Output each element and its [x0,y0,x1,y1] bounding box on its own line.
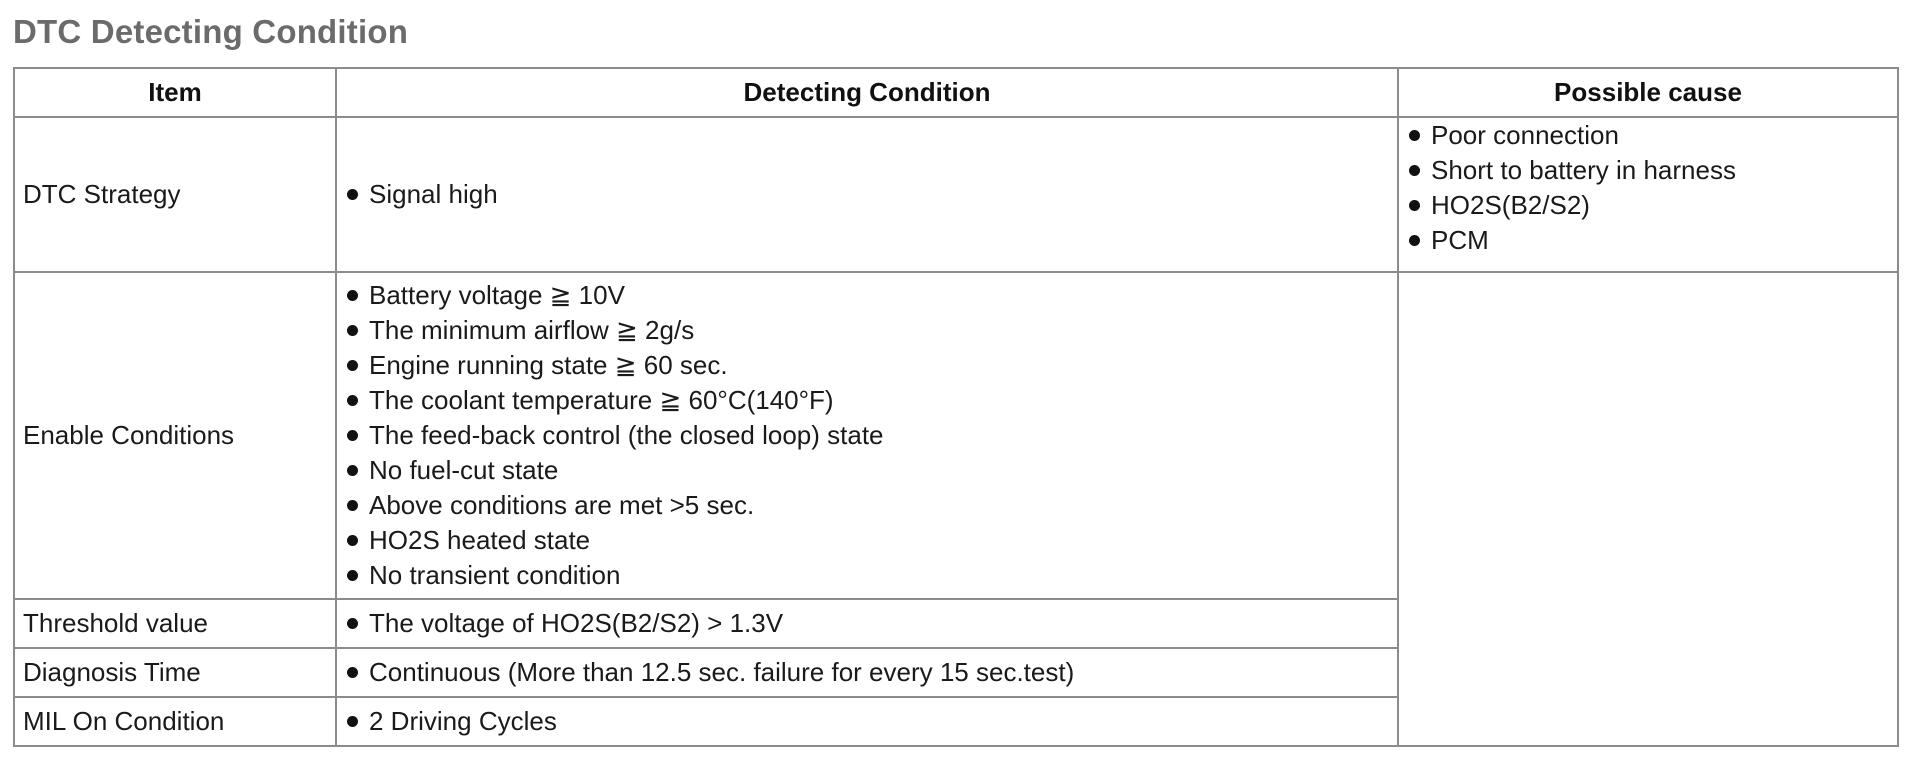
table-header-row [14,68,1898,117]
row-item-label: Enable Conditions [14,272,336,599]
possible-cause-empty-cell [1398,272,1898,746]
condition-item: Engine running state ≧ 60 sec. [345,348,1389,383]
condition-list [345,278,1389,593]
row-conditions [336,272,1398,599]
row-item-label: MIL On Condition [14,697,336,746]
condition-item: The feed-back control (the closed loop) state [345,418,1389,453]
condition-list [345,606,1389,641]
condition-item: Battery voltage ≧ 10V [345,278,1389,313]
condition-item: No fuel-cut state [345,453,1389,488]
dtc-table [13,67,1899,747]
condition-item: Signal high [345,177,1389,212]
condition-list [345,655,1389,690]
condition-item: Continuous (More than 12.5 sec. failure for every 15 sec.test) [345,655,1389,690]
header-possible-cause: Possible cause [1398,68,1898,117]
condition-item: The minimum airflow ≧ 2g/s [345,313,1389,348]
possible-cause-item: PCM [1407,223,1889,258]
row-item-label: DTC Strategy [14,117,336,272]
table-row-dtc-strategy [14,117,1898,272]
condition-list [345,704,1389,739]
condition-item: HO2S heated state [345,523,1389,558]
condition-item: 2 Driving Cycles [345,704,1389,739]
row-conditions [336,648,1398,697]
row-conditions [336,697,1398,746]
possible-cause-list [1407,118,1889,258]
possible-cause-item: Poor connection [1407,118,1889,153]
row-item-label: Diagnosis Time [14,648,336,697]
row-item-label: Threshold value [14,599,336,648]
row-conditions [336,117,1398,272]
row-conditions [336,599,1398,648]
condition-item: The coolant temperature ≧ 60°C(140°F) [345,383,1389,418]
table-row-enable-conditions [14,272,1898,599]
header-detecting-condition: Detecting Condition [336,68,1398,117]
possible-cause-item: Short to battery in harness [1407,153,1889,188]
section-title: DTC Detecting Condition [13,13,409,50]
possible-cause-item: HO2S(B2/S2) [1407,188,1889,223]
condition-item: The voltage of HO2S(B2/S2) > 1.3V [345,606,1389,641]
condition-item: Above conditions are met >5 sec. [345,488,1389,523]
condition-item: No transient condition [345,558,1389,593]
possible-cause-cell [1398,117,1898,272]
condition-list [345,177,1389,212]
header-item: Item [14,68,336,117]
